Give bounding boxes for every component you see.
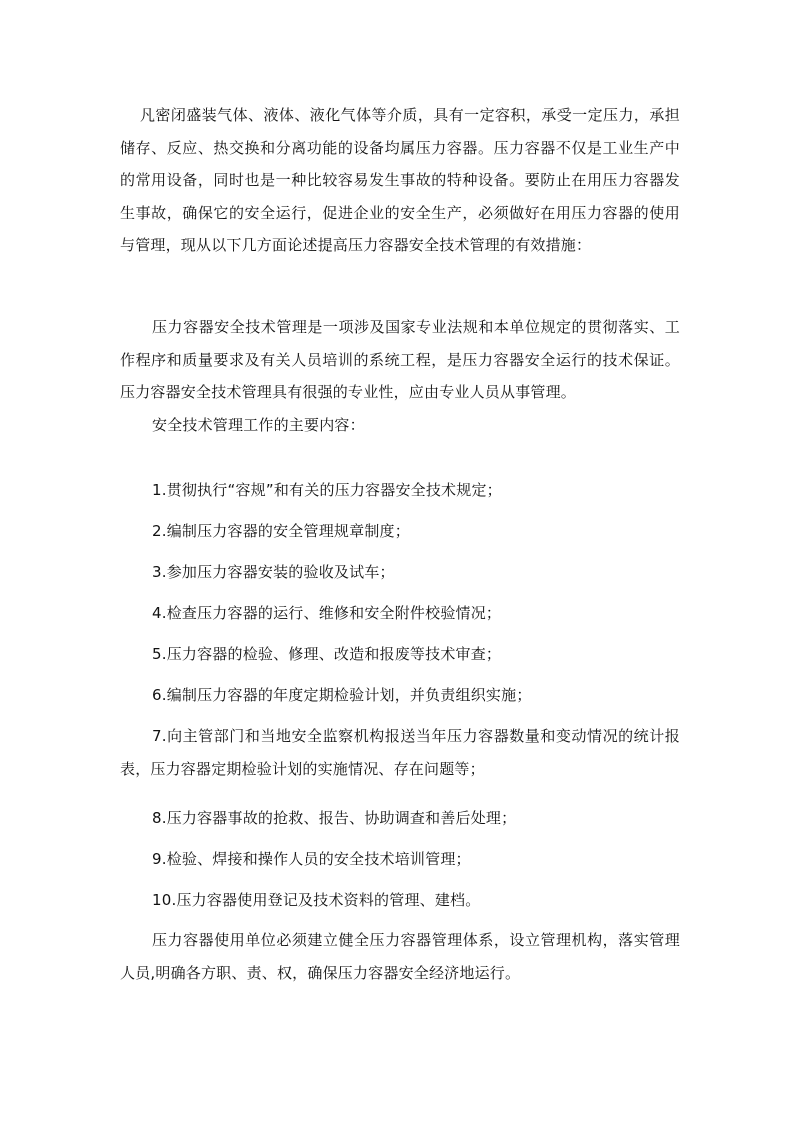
list-item-6: 6.编制压力容器的年度定期检验计划，并负责组织实施； [152,686,532,704]
list-item-7: 7.向主管部门和当地安全监察机构报送当年压力容器数量和变动情况的统计报表，压力容器定期检验计划的实施情况、存在问题等； [120,727,680,778]
list-item-9: 9.检验、焊接和操作人员的安全技术培训管理； [152,850,471,868]
main-content-heading: 安全技术管理工作的主要内容： [152,416,365,434]
management-definition-paragraph: 压力容器安全技术管理是一项涉及国家专业法规和本单位规定的贯彻落实、工作程序和质量要求及有关人员培训的系统工程，是压力容器安全运行的技术保证。压力容器安全技术管理具有很强的专业性，应由专业人员从事管理。 [120,318,680,402]
intro-paragraph: 凡密闭盛装气体、液体、液化气体等介质，具有一定容积，承受一定压力，承担储存、反应、热交换和分离功能的设备均属压力容器。压力容器不仅是工业生产中的常用设备，同时也是一种比较容易发生事故的特种设备。要防止在用压力容器发生事故，确保它的安全运行，促进企业的安全生产，必须做好在用压力容器的使用与管理，现从以下几方面论述提高压力容器安全技术管理的有效措施： [120,106,680,255]
list-item-8: 8.压力容器事故的抢救、报告、协助调查和善后处理； [152,809,517,827]
list-item-2: 2.编制压力容器的安全管理规章制度； [152,522,410,540]
list-item-5: 5.压力容器的检验、修理、改造和报废等技术审查； [152,645,502,663]
closing-paragraph: 压力容器使用单位必须建立健全压力容器管理体系，设立管理机构，落实管理人员,明确各方职、责、权，确保压力容器安全经济地运行。 [120,931,680,982]
list-item-3: 3.参加压力容器安装的验收及试车； [152,563,395,581]
list-item-10: 10.压力容器使用登记及技术资料的管理、建档。 [152,891,481,909]
list-item-4: 4.检查压力容器的运行、维修和安全附件校验情况； [152,604,502,622]
list-item-1: 1.贯彻执行“容规”和有关的压力容器安全技术规定； [152,481,502,499]
